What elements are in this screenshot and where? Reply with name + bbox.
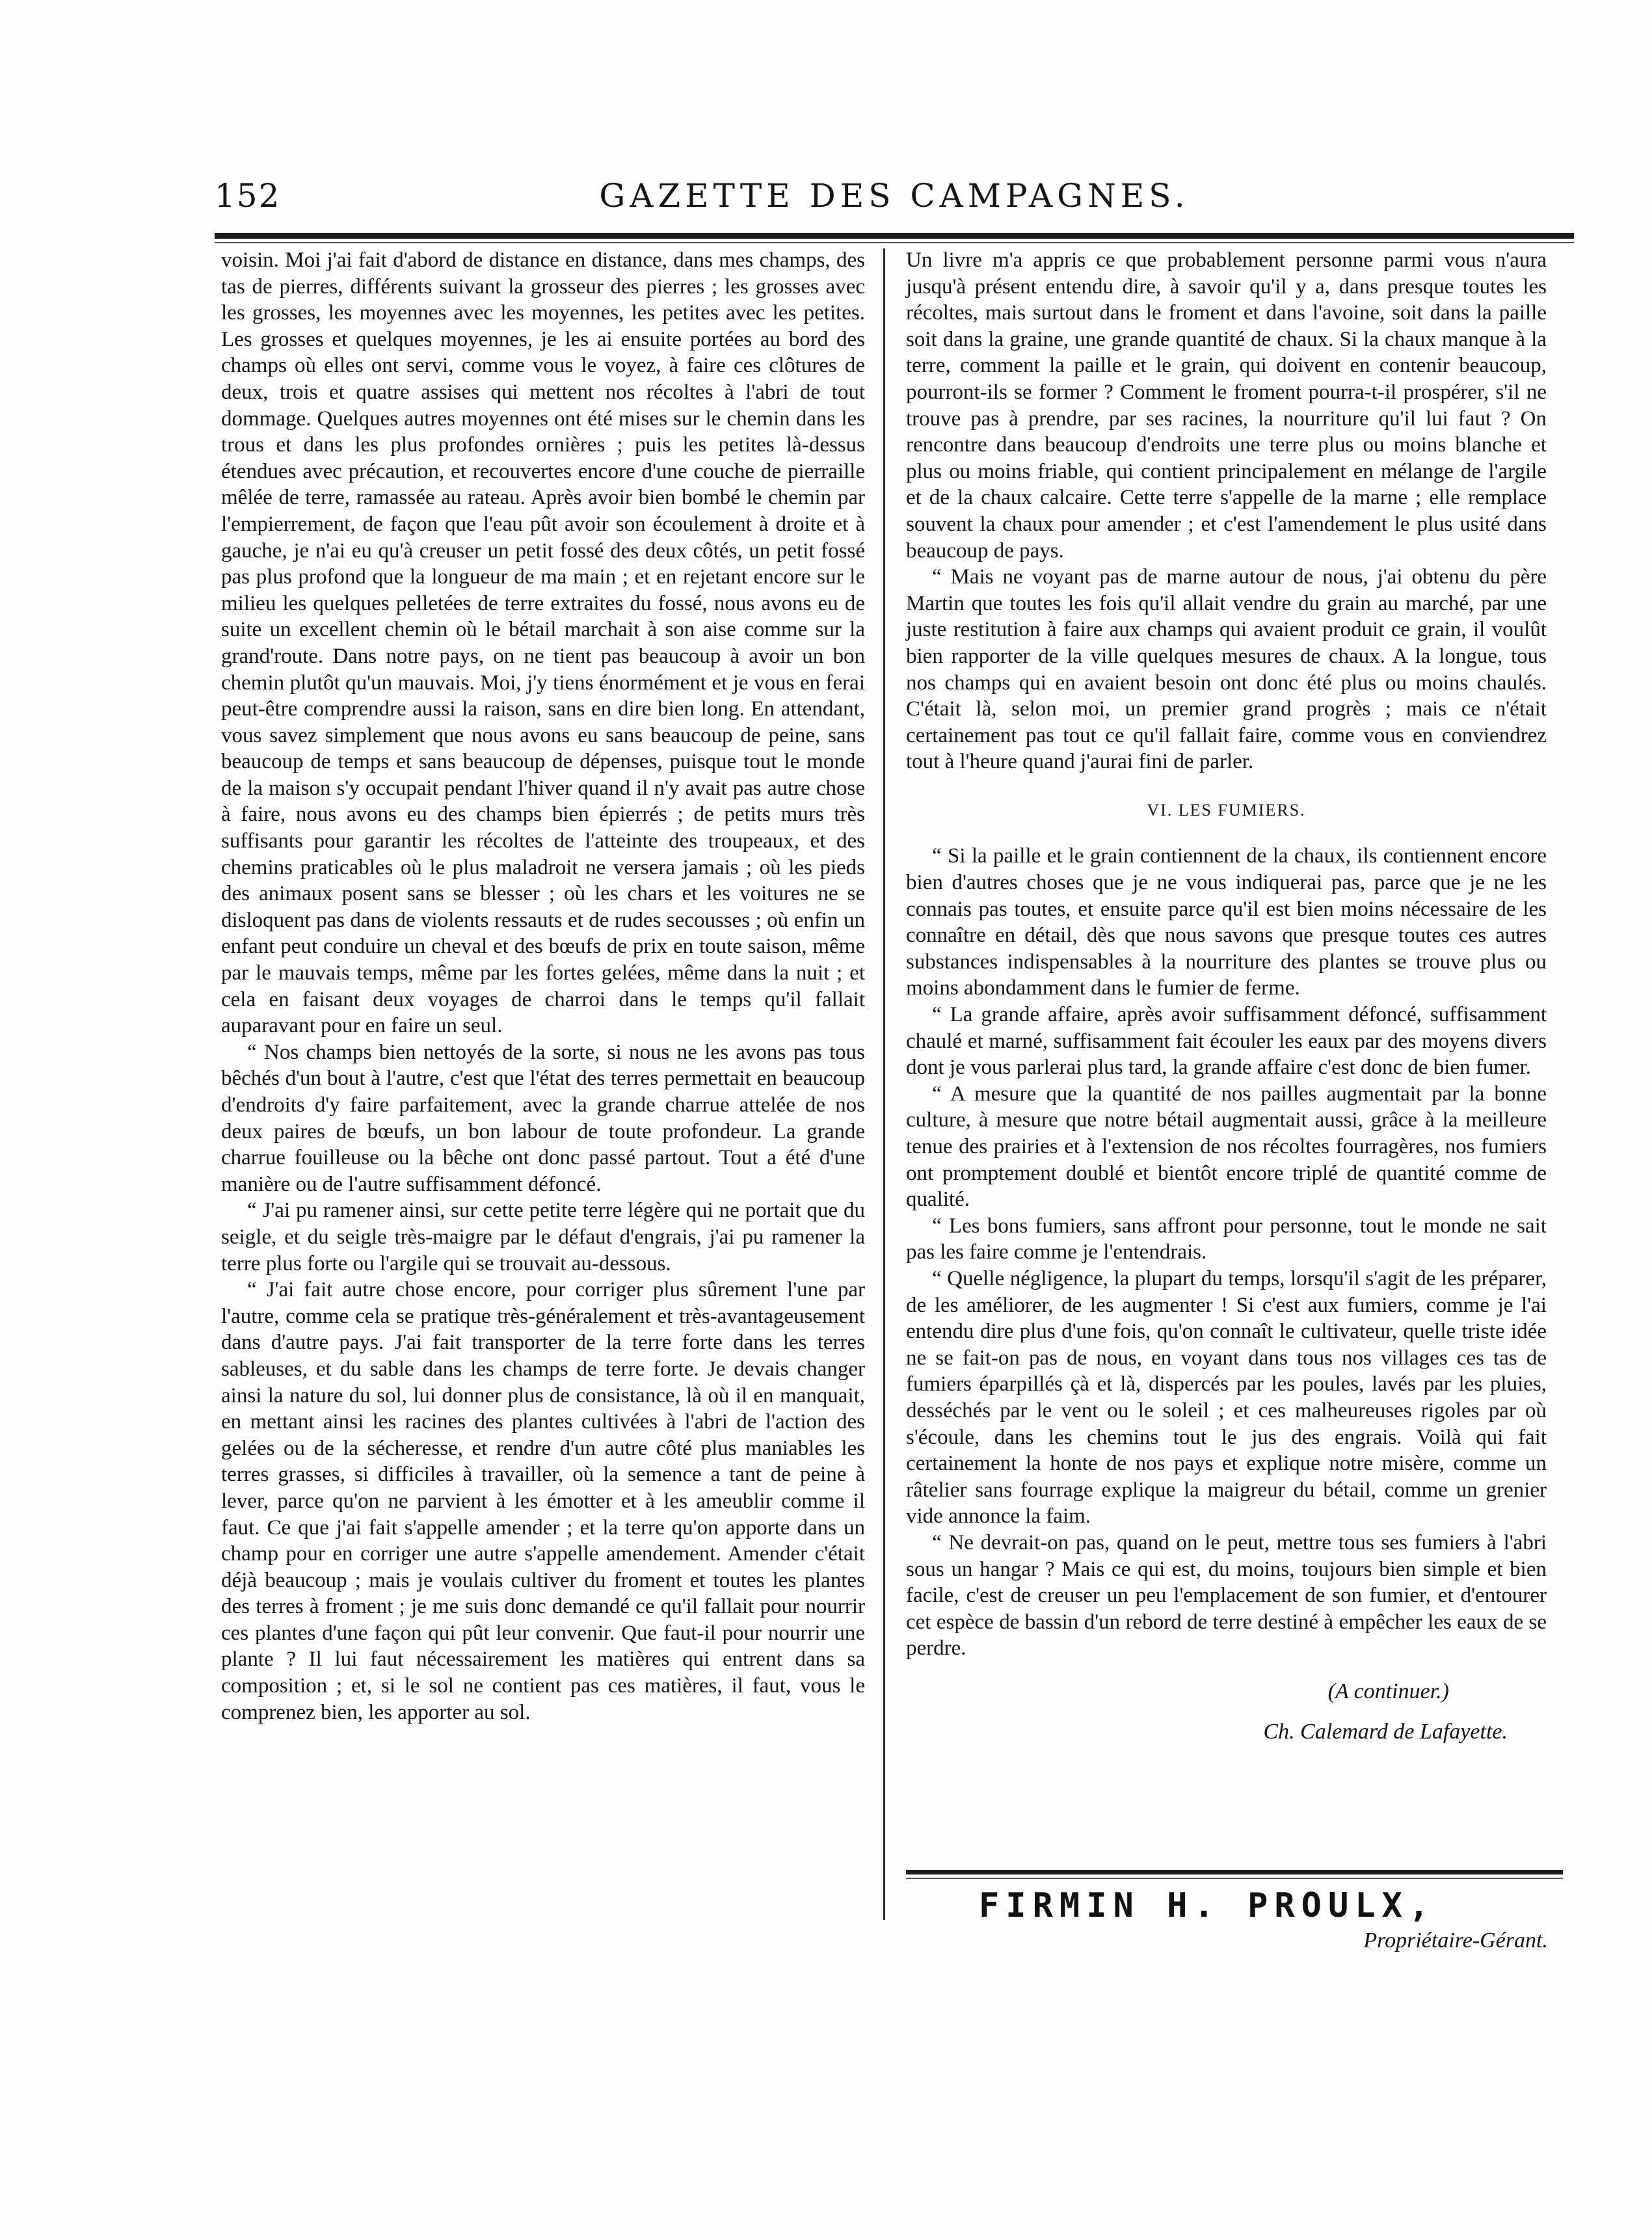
paragraph: voisin. Moi j'ai fait d'abord de distance en distance, dans mes champs, des tas de pierres, différents suivant la grosseur des pierres ; les grosses avec les grosses, les moyennes avec les moyennes, les petites avec les petites. Les grosses et quelques moyennes, je les ai ensuite portées au bord des champs où elles ont servi, comme vous le voyez, à faire ces clôtures de deux, trois et quatre assises qui mettent nos récoltes à l'abri de tout dommage. Quelques autres moyennes ont été mises sur le chemin dans les trous et dans les plus profondes ornières ; puis les petites là-dessus étendues avec précaution, et recouvertes encore d'une couche de pierraille mêlée de terre, ramassée au rateau. Après avoir bien bombé le chemin par l'empierrement, de façon que l'eau pût avoir son écoulement à droite et à gauche, je n'ai eu qu'à creuser un petit fossé des deux côtés, un petit fossé pas plus profond que la longueur de ma main ; et en rejetant encore sur le milieu les quelques pelletées de terre extraites du fossé, nous avons eu de suite un excellent chemin où le bétail marchait à son aise comme sur la grand'route. Dans notre pays, on ne tient pas beaucoup à avoir un bon chemin plutôt qu'un mauvais. Moi, j'y tiens énormément et je vous en ferai peut-être comprendre aussi la raison, sans en dire bien long. En attendant, vous savez simplement que nous avons eu sans beaucoup de peine, sans beaucoup de temps et sans beaucoup de dépenses, puisque tout le monde de la maison s'y occupait pendant l'hiver quand il n'y avait pas autre chose à faire, nous avons eu des champs bien épierrés ; de petits murs très suffisants pour garantir les récoltes de l'atteinte des troupeaux, et des chemins praticables où le plus maladroit ne versera jamais ; où les pieds des animaux posent sans se blesser ; où les chars et les voitures ne se disloquent pas dans de violents ressauts et de rudes secousses ; où enfin un enfant peut conduire un cheval et des bœufs de prix en toute saison, même par le mauvais temps, même par les fortes gelées, même dans la nuit ; et cela en faisant deux voyages de charroi dans le temps qu'il fallait auparavant pour en faire un seul. <box>221 248 865 1038</box>
footer-rule <box>906 1870 1563 1874</box>
header-rule-thin <box>215 242 1574 243</box>
paragraph: “ J'ai pu ramener ainsi, sur cette petite terre légère qui ne portait que du seigle, et du seigle très-maigre par le défaut d'engrais, j'ai pu ramener la terre plus forte ou l'argile qui se trouvait au-dessous. <box>221 1199 865 1275</box>
paragraph: “ Quelle négligence, la plupart du temps, lorsqu'il s'agit de les préparer, de les améliorer, de les augmenter ! Si c'est aux fumiers, comme je l'ai entendu dire plus d'une fois, qu'on connaît le cultivateur, quelle triste idée ne se fait-on pas de nous, en voyant dans tous nos villages ces tas de fumiers éparpillés çà et là, dispercés par les poules, lavés par les pluies, desséchés par le vent ou le soleil ; et ces malheureuses rigoles par où s'écoule, dans les chemins tout le jus des engrais. Voilà qui fait certainement la honte de nos pays et explique notre misère, comme un râtelier sans fourrage explique la maigreur du bétail, comme un grenier vide annonce la faim. <box>906 1266 1547 1528</box>
page-header <box>215 177 1574 222</box>
publisher-name: FIRMIN H. PROULX, <box>979 1886 1436 1925</box>
paragraph: “ Les bons fumiers, sans affront pour personne, tout le monde ne sait pas les faire comme je l'entendrais. <box>906 1214 1547 1264</box>
left-column <box>221 247 865 1945</box>
footer-rule-thin <box>906 1878 1563 1879</box>
publication-title: GAZETTE DES CAMPAGNES. <box>599 177 1190 215</box>
continuation-note: (A continuer.) <box>1327 1679 1449 1703</box>
paragraph: “ Nos champs bien nettoyés de la sorte, si nous ne les avons pas tous bêchés d'un bout à l'autre, c'est que l'état des terres permettait en beaucoup d'endroits d'y faire parfaitement, avec la grande charrue attelée de nos deux paires de bœufs, un bon labour de toute profondeur. La grande charrue fouilleuse ou la bêche ont donc passé partout. Tout a été d'une manière ou de l'autre suffisamment défoncé. <box>221 1040 865 1196</box>
paragraph: “ Ne devrait-on pas, quand on le peut, mettre tous ses fumiers à l'abri sous un hangar ? Mais ce qui est, du moins, toujours bien simple et bien facile, c'est de creuser un peu l'emplacement de son fumier, et d'entourer cet espèce de bassin d'un rebord de terre destiné à empêcher les eaux de se perdre. <box>906 1530 1547 1660</box>
right-column <box>906 247 1547 1847</box>
publisher-role: Propriétaire-Gérant. <box>1363 1928 1548 1953</box>
header-rule <box>215 233 1574 239</box>
paragraph: Un livre m'a appris ce que probablement personne parmi vous n'aura jusqu'à présent entendu dire, à savoir qu'il y a, dans presque toutes les récoltes, mais surtout dans le froment et dans l'avoine, soit dans la paille soit dans la graine, une grande quantité de chaux. Si la chaux manque à la terre, comment la paille et le grain, qui doivent en contenir beaucoup, pourront-ils se former ? Comment le froment pourra-t-il prospérer, s'il ne trouve pas à prendre, par ses racines, la nourriture qu'il lui faut ? On rencontre dans beaucoup d'endroits une terre plus ou moins blanche et plus ou moins friable, qui contient principalement en mélange de l'argile et de la chaux calcaire. Cette terre s'appelle de la marne ; elle remplace souvent la chaux pour amender ; et c'est l'amendement le plus usité dans beaucoup de pays. <box>906 248 1547 563</box>
paragraph: “ Mais ne voyant pas de marne autour de nous, j'ai obtenu du père Martin que toutes les fois qu'il allait vendre du grain au marché, par une juste restitution à faire aux champs qui avaient produit ce grain, il voulût bien rapporter de la ville quelques mesures de chaux. A la longue, tous nos champs qui en avaient besoin ont donc été plus ou moins chaulés. C'était là, selon moi, un premier grand progrès ; mais ce n'était certainement pas tout ce qu'il fallait faire, comme vous en conviendrez tout à l'heure quand j'aurai fini de parler. <box>906 565 1547 774</box>
page-number: 152 <box>215 177 281 215</box>
section-heading: VI. LES FUMIERS. <box>1147 800 1306 820</box>
paragraph: “ La grande affaire, après avoir suffisamment défoncé, suffisamment chaulé et marné, suffisamment fait écouler les eaux par des moyens divers dont je vous parlerai plus tard, la grande affaire c'est donc de bien fumer. <box>906 1003 1547 1080</box>
paragraph: “ A mesure que la quantité de nos pailles augmentait par la bonne culture, à mesure que notre bétail augmentait aussi, grâce à la meilleure tenue des prairies et à l'extension de nos récoltes fourragères, nos fumiers ont promptement doublé et bientôt encore triplé de quantité comme de qualité. <box>906 1082 1547 1212</box>
author-signature: Ch. Calemard de Lafayette. <box>1263 1720 1508 1744</box>
column-divider <box>883 248 885 1920</box>
paragraph: “ J'ai fait autre chose encore, pour corriger plus sûrement l'une par l'autre, comme cela se pratique très-généralement et très-avantageusement dans d'autre pays. J'ai fait transporter de la terre forte dans les terres sableuses, et du sable dans les champs de terre forte. Je devais changer ainsi la nature du sol, lui donner plus de consistance, là où il en manquait, en mettant ainsi les racines des plantes cultivées à l'abri de l'action des gelées ou de la sécheresse, et rendre d'un autre côté plus maniables les terres grasses, si difficiles à travailler, où la semence a tant de peine à lever, parce qu'on ne parvient à les émotter et à les ameublir comme il faut. Ce que j'ai fait s'appelle amender ; et la terre qu'on apporte dans un champ pour en corriger une autre s'appelle amendement. Amender c'était déjà beaucoup ; mais je voulais cultiver du froment et toutes les plantes des terres à froment ; je me suis donc demandé ce qu'il fallait pour nourrir ces plantes d'une façon qui pût leur convenir. Que faut-il pour nourrir une plante ? Il lui faut nécessairement les matières qui entrent dans sa composition ; et, si le sol ne contient pas ces matières, il faut, vous le comprenez bien, les apporter au sol. <box>221 1278 865 1724</box>
paragraph: “ Si la paille et le grain contiennent de la chaux, ils contiennent encore bien d'autres choses que je ne vous indiquerai pas, parce que je ne les connais pas toutes, et ensuite parce qu'il est bien moins nécessaire de les connaître en détail, dès que nous savons que presque toutes ces autres substances indispensables à la nourriture des plantes se trouve plus ou moins abondamment dans le fumier de ferme. <box>906 844 1547 1000</box>
